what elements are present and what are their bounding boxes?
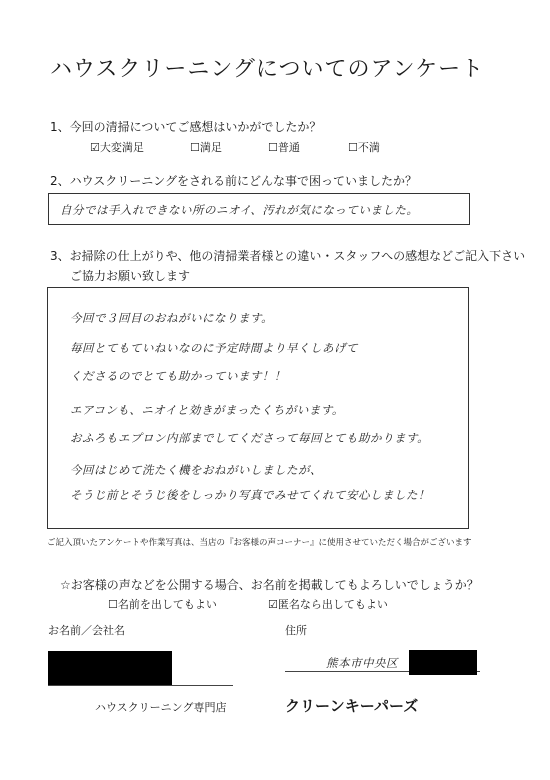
- option-label: 大変満足: [99, 141, 144, 154]
- survey-title: ハウスクリーニングについてのアンケート: [50, 57, 485, 82]
- q3-answer-line: 今回で３回目のおねがいになります。: [70, 311, 274, 325]
- checkbox-checked-icon: ☑: [90, 141, 100, 154]
- checkbox-icon: ☐: [348, 141, 358, 154]
- q3-answer-line: くださるのでとても助かっています！！: [70, 369, 286, 383]
- checkbox-icon: ☐: [268, 141, 278, 154]
- checkbox-checked-icon: ☑: [268, 598, 278, 611]
- q3-answer-line: エアコンも、ニオイと効きがまったくちがいます。: [70, 403, 344, 417]
- publish-question: ☆お客様の声などを公開する場合、お名前を掲載してもよろしいでしょうか？: [60, 578, 479, 592]
- question-1-label: 1、今回の清掃についてご感想はいかがでしたか？: [50, 120, 322, 134]
- checkbox-icon: ☐: [108, 598, 118, 611]
- q3-answer-line: そうじ前とそうじ後をしっかり写真でみせてくれて安心しました！: [70, 488, 430, 502]
- q1-option-satisfied[interactable]: [190, 139, 222, 155]
- q1-option-dissatisfied[interactable]: [348, 139, 380, 155]
- option-label: 普通: [277, 141, 300, 154]
- option-label: 名前を出してもよい: [117, 598, 217, 611]
- address-label: 住所: [285, 624, 307, 637]
- checkbox-icon: ☐: [190, 141, 200, 154]
- question-3-label: 3、お掃除の仕上がりや、他の清掃業者様との違い・スタッフへの感想などご記入下さい: [50, 249, 526, 263]
- q3-answer-line: 今回はじめて洗たく機をおねがいしましたが、: [70, 463, 322, 477]
- q3-answer-line: 毎回とてもていねいなのに予定時間より早くしあげて: [70, 341, 358, 355]
- redaction-block: [48, 651, 172, 685]
- question-3-request: ご協力お願い致します: [70, 269, 191, 283]
- option-label: 匿名なら出してもよい: [277, 598, 388, 611]
- q1-option-very-satisfied[interactable]: [90, 139, 144, 155]
- usage-notice: ご記入頂いたアンケートや作業写真は、当店の『お客様の声コーナー』に使用させていただく場合がございます: [47, 538, 472, 548]
- shop-name: クリーンキーパーズ: [285, 697, 419, 715]
- option-label: 不満: [357, 141, 380, 154]
- option-label: 満足: [199, 141, 222, 154]
- shop-type: ハウスクリーニング専門店: [95, 701, 227, 714]
- q1-option-normal[interactable]: [268, 139, 300, 155]
- publish-option-name-ok[interactable]: [108, 596, 217, 612]
- name-label: お名前／会社名: [48, 624, 125, 637]
- publish-option-anonymous[interactable]: [268, 596, 388, 612]
- address-value: 熊本市中央区: [326, 656, 398, 670]
- question-2-label: 2、ハウスクリーニングをされる前にどんな事で困っていましたか？: [50, 174, 418, 188]
- q3-answer-line: おふろもエプロン内部までしてくださって毎回とても助かります。: [70, 431, 430, 445]
- q2-answer-text: 自分では手入れできない所のニオイ、汚れが気になっていました。: [60, 203, 419, 217]
- redaction-block: [409, 650, 477, 675]
